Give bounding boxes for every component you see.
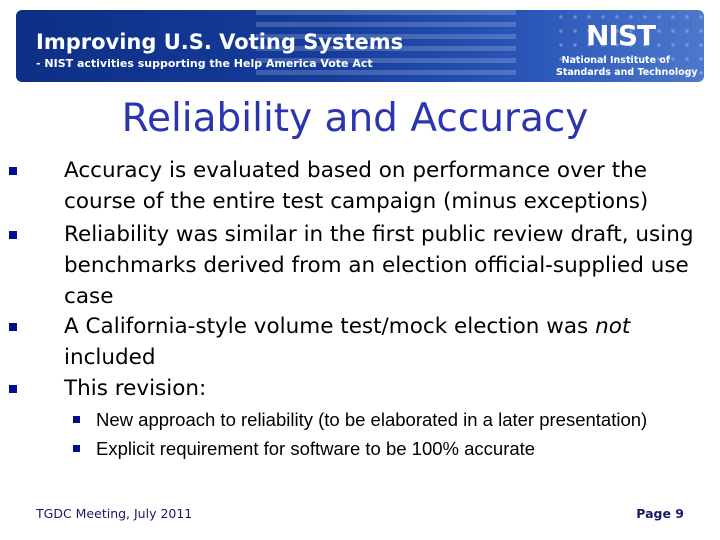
bullet-text-line: Reliability was similar in the first public review draft, using [64,222,694,247]
square-bullet-icon [9,167,17,175]
bullet-text-emphasis: not [595,314,631,339]
nist-logo-line2: Standards and Technology [556,67,698,78]
bullet-item [64,311,704,373]
subbullet-text: Explicit requirement for software to be 100% accurate [96,438,536,459]
square-bullet-icon [73,445,80,452]
bullet-item [64,155,704,217]
banner-title: Improving U.S. Voting Systems [36,30,404,54]
square-bullet-icon [9,385,17,393]
square-bullet-icon [9,231,17,239]
bullet-text-line: case [64,284,114,309]
subbullet-item [96,405,712,434]
bullet-text-line: Accuracy is evaluated based on performance over the [64,158,647,183]
bullet-text-line: course of the entire test campaign (minus exceptions) [64,189,649,214]
nist-logo-line1: National Institute of [561,55,670,66]
square-bullet-icon [73,416,80,423]
bullet-text-line: benchmarks derived from an election official-supplied use [64,253,689,278]
bullet-item [64,219,704,312]
slide-title: Reliability and Accuracy [121,96,589,141]
footer-meeting: TGDC Meeting, July 2011 [36,506,193,521]
subbullet-item [96,434,712,463]
nist-logo: NIST [586,19,656,52]
square-bullet-icon [9,323,17,331]
header-banner [16,10,704,82]
bullet-text-line: included [64,345,156,370]
footer-page-number: Page 9 [636,506,684,521]
bullet-text-line: This revision: [64,376,207,401]
bullet-item [64,373,704,404]
bullet-text-line [64,311,704,342]
subbullet-text: New approach to reliability (to be elaborated in a later presentation) [96,409,648,430]
bullet-text-prefix: A California-style volume test/mock election was [64,314,596,339]
banner-subtitle: - NIST activities supporting the Help America Vote Act [36,57,373,70]
